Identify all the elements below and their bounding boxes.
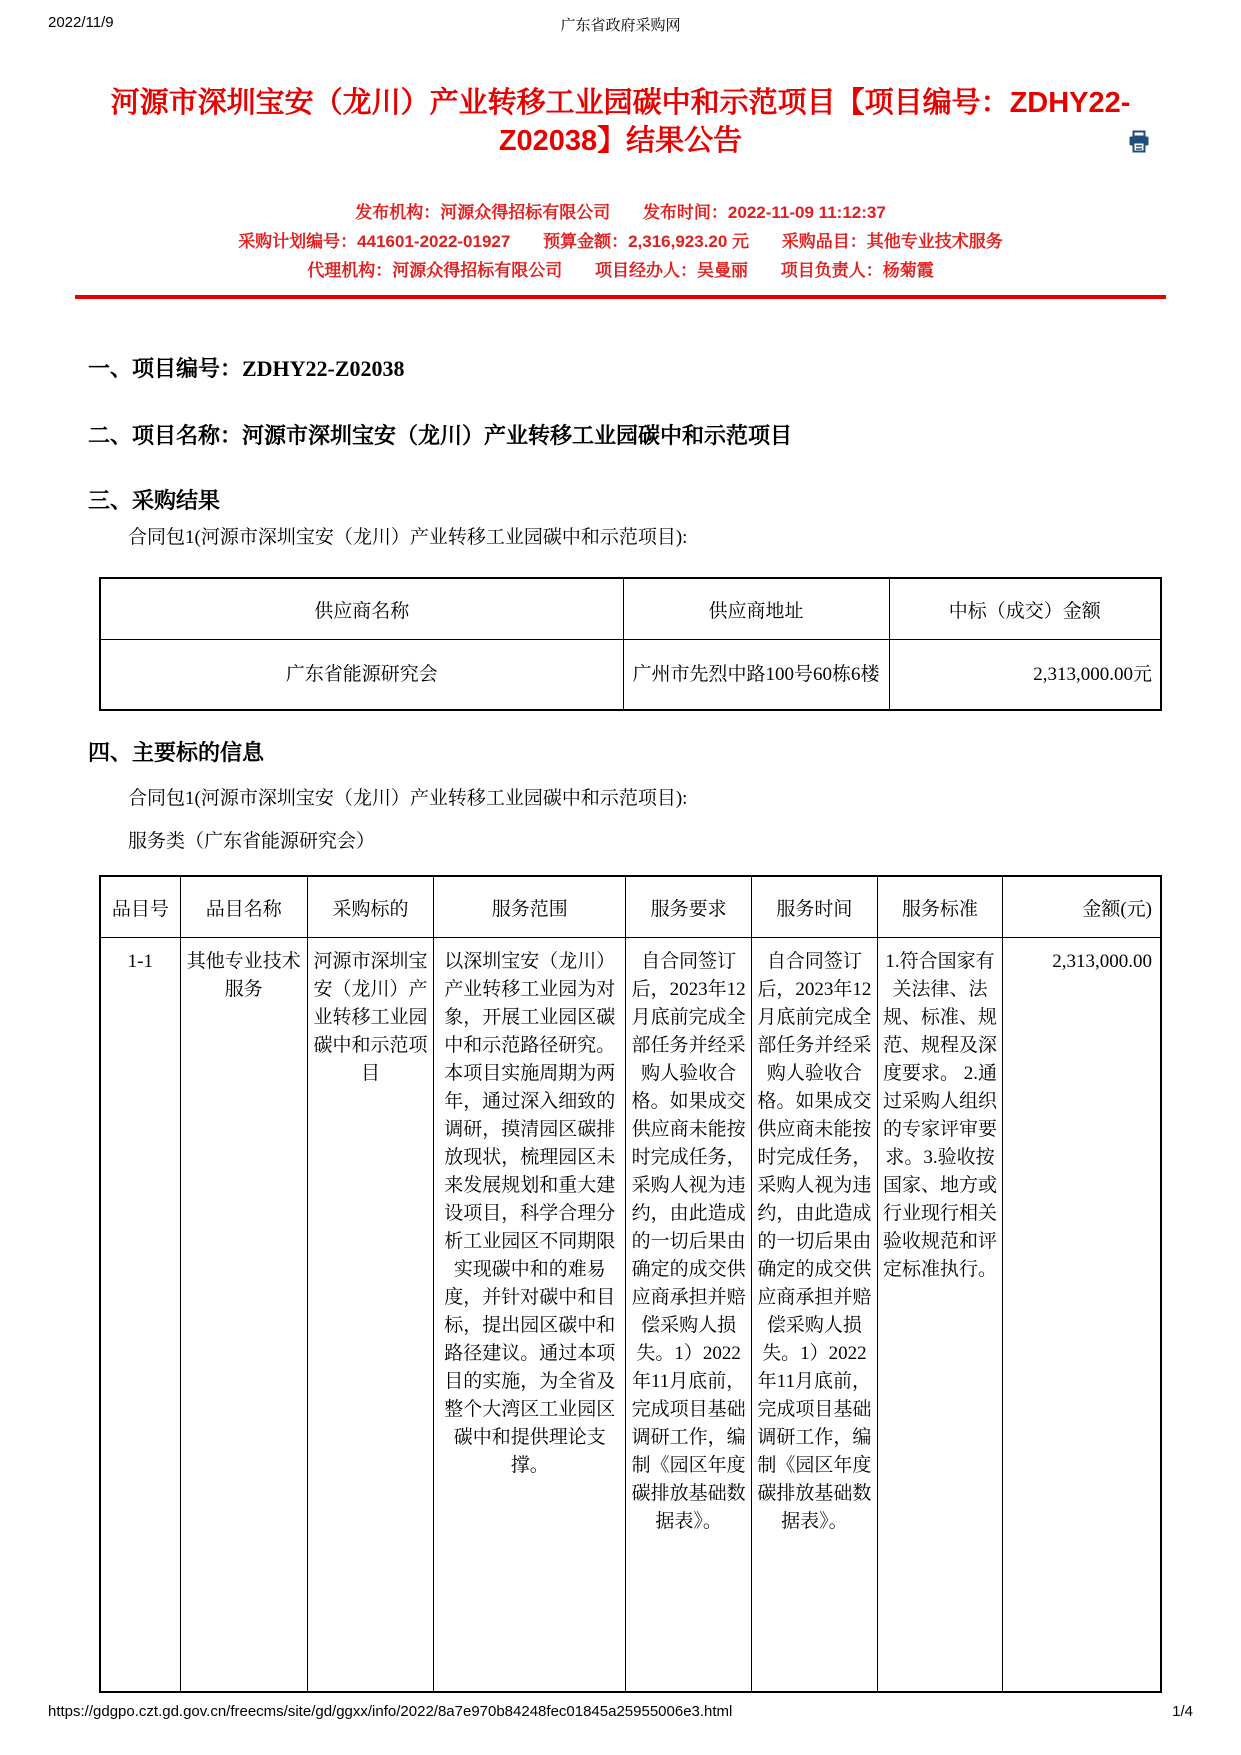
result-table	[99, 577, 1162, 711]
item-service-requirement: 自合同签订后，2023年12月底前完成全部任务并经采购人验收合格。如果成交供应商未能按时完成任务，采购人视为违约，由此造成的一切后果由确定的成交供应商承担并赔偿采购人损失。1）2022年11月底前，完成项目基础调研工作，编制《园区年度碳排放基础数据表》。	[626, 938, 751, 1694]
col-award-amount: 中标（成交）金额	[889, 578, 1161, 640]
item-subject: 河源市深圳宝安（龙川）产业转移工业园碳中和示范项目	[307, 938, 433, 1694]
col-service-scope: 服务范围	[434, 876, 626, 938]
contract-package-line-2: 合同包1(河源市深圳宝安（龙川）产业转移工业园碳中和示范项目):	[128, 788, 688, 809]
item-no: 1-1	[100, 938, 180, 1694]
col-service-requirement: 服务要求	[626, 876, 751, 938]
item-service-standard: 1.符合国家有关法律、法规、标准、规范、规程及深度要求。 2.通过采购人组织的专家评审要求。3.验收按国家、地方或行业现行相关验收规范和评定标准执行。	[877, 938, 1002, 1694]
service-class-line: 服务类（广东省能源研究会）	[128, 831, 376, 852]
item-amount: 2,313,000.00	[1003, 938, 1161, 1694]
item-service-scope: 以深圳宝安（龙川）产业转移工业园为对象，开展工业园区碳中和示范路径研究。本项目实施周期为两年，通过深入细致的调研，摸清园区碳排放现状，梳理园区未来发展规划和重大建设项目，科学合理分析工业园区不同期限实现碳中和的难易度，并针对碳中和目标，提出园区碳中和路径建议。通过本项目的实施，为全省及整个大湾区工业园区碳中和提供理论支撑。	[434, 938, 626, 1694]
col-supplier-address: 供应商地址	[623, 578, 889, 640]
result-table-header-row	[100, 578, 1161, 640]
supplier-name: 广东省能源研究会	[100, 640, 623, 711]
item-name: 其他专业技术服务	[180, 938, 307, 1694]
supplier-address: 广州市先烈中路100号60栋6楼	[623, 640, 889, 711]
print-icon[interactable]	[1126, 130, 1152, 156]
printer-icon-glyph	[1127, 130, 1151, 154]
announcement-title: 河源市深圳宝安（龙川）产业转移工业园碳中和示范项目【项目编号：ZDHY22-Z02038】结果公告	[110, 87, 1131, 157]
section-project-number: 一、项目编号：ZDHY22-Z02038	[88, 356, 405, 381]
col-subject: 采购标的	[307, 876, 433, 938]
col-service-standard: 服务标准	[877, 876, 1002, 938]
section-main-info: 四、主要标的信息	[88, 740, 265, 765]
result-table-row	[100, 640, 1161, 711]
site-title: 广东省政府采购网	[560, 17, 681, 34]
section-procurement-result: 三、采购结果	[88, 488, 221, 513]
meta-line-2	[75, 227, 1166, 256]
budget-amount: 预算金额：2,316,923.20 元	[543, 232, 750, 251]
items-table	[99, 875, 1162, 1693]
project-leader: 项目负责人：杨菊霞	[780, 261, 934, 280]
footer-url: https://gdgpo.czt.gd.gov.cn/freecms/site/gd/ggxx/info/2022/8a7e970b84248fec01845a25955006e3.html	[48, 1703, 733, 1720]
contract-package-line-1: 合同包1(河源市深圳宝安（龙川）产业转移工业园碳中和示范项目):	[128, 527, 688, 548]
items-table-header-row	[100, 876, 1161, 938]
footer-page-indicator: 1/4	[1172, 1703, 1193, 1720]
section-project-name: 二、项目名称：河源市深圳宝安（龙川）产业转移工业园碳中和示范项目	[88, 423, 793, 448]
award-amount: 2,313,000.00元	[889, 640, 1161, 711]
red-divider	[75, 295, 1166, 299]
col-item-no: 品目号	[100, 876, 180, 938]
meta-line-1	[75, 198, 1166, 227]
item-service-time: 自合同签订后，2023年12月底前完成全部任务并经采购人验收合格。如果成交供应商未能按时完成任务，采购人视为违约，由此造成的一切后果由确定的成交供应商承担并赔偿采购人损失。1）2022年11月底前，完成项目基础调研工作，编制《园区年度碳排放基础数据表》。	[751, 938, 877, 1694]
items-table-row	[100, 938, 1161, 1694]
announcement-meta	[75, 198, 1166, 285]
publisher: 发布机构：河源众得招标有限公司	[355, 203, 611, 222]
col-amount: 金额(元)	[1003, 876, 1161, 938]
project-handler: 项目经办人：吴曼丽	[595, 261, 748, 280]
col-supplier-name: 供应商名称	[100, 578, 623, 640]
col-service-time: 服务时间	[751, 876, 877, 938]
agency: 代理机构：河源众得招标有限公司	[307, 261, 563, 280]
print-date: 2022/11/9	[48, 14, 114, 31]
publish-time: 发布时间：2022-11-09 11:12:37	[642, 203, 886, 222]
plan-number: 采购计划编号：441601-2022-01927	[238, 232, 511, 251]
col-item-name: 品目名称	[180, 876, 307, 938]
meta-line-3	[75, 256, 1166, 285]
procurement-category: 采购品目：其他专业技术服务	[781, 232, 1003, 251]
